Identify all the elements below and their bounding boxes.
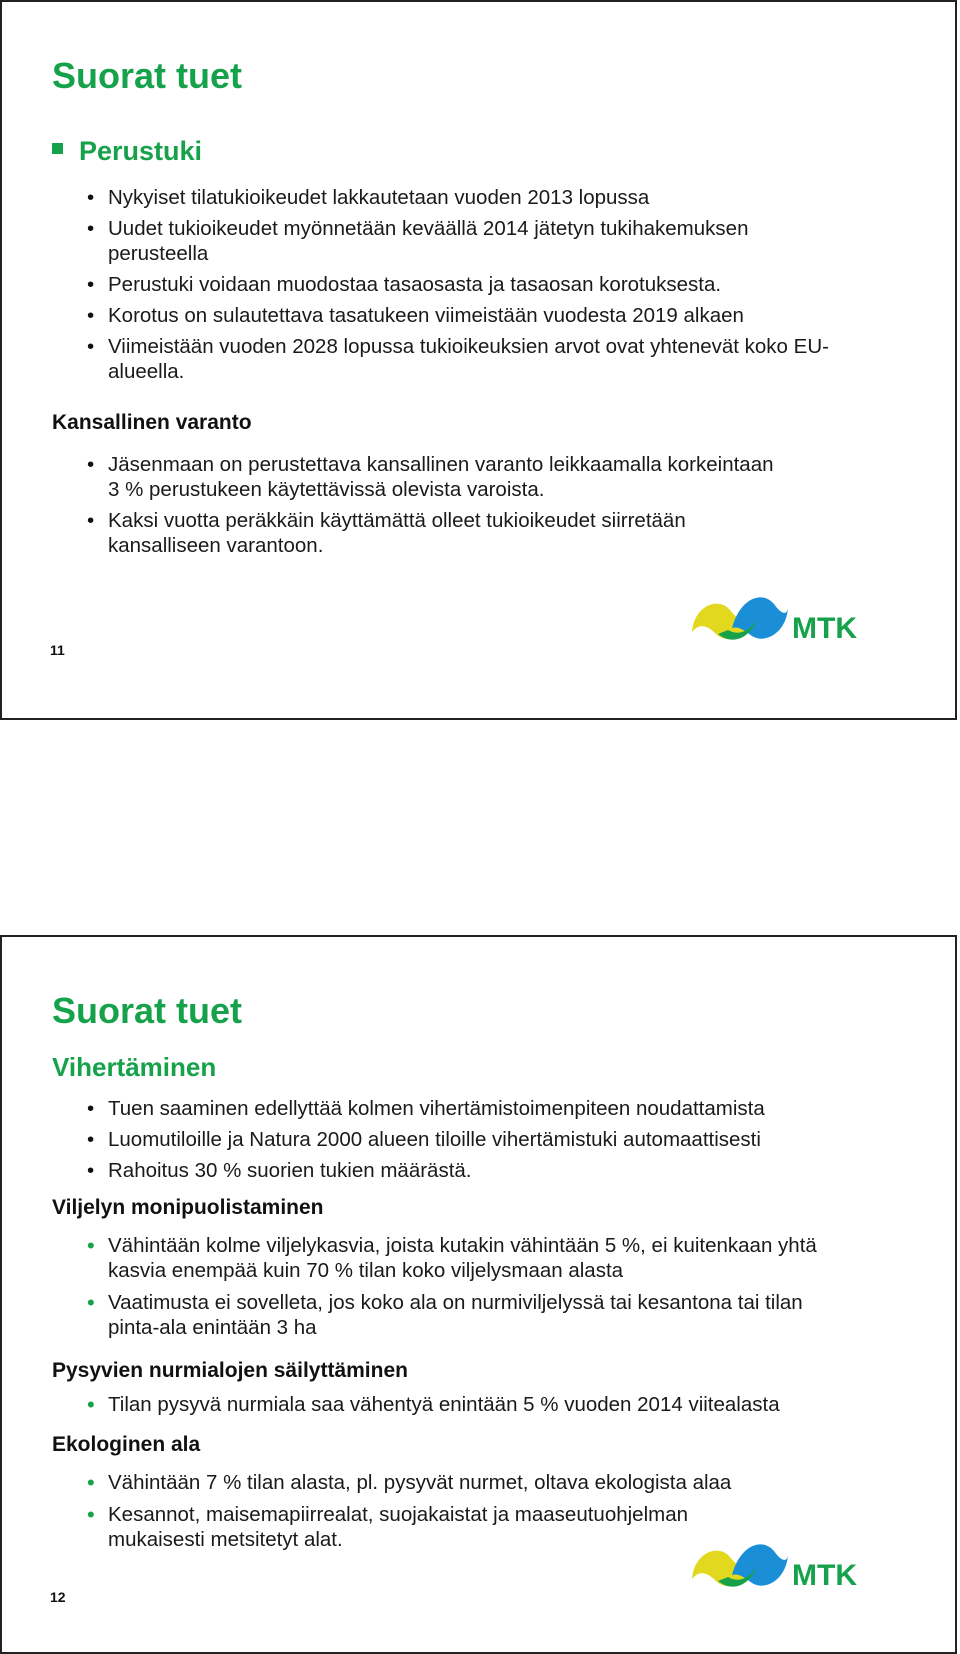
bullet-dot: • xyxy=(87,304,95,327)
bullet-dot: • xyxy=(87,1470,95,1495)
list-item: • Rahoitus 30 % suorien tukien määrästä. xyxy=(87,1159,472,1182)
bullet-dot: • xyxy=(87,1128,95,1151)
slide-12 xyxy=(0,935,957,1654)
bullet-dot: • xyxy=(87,1502,95,1527)
list-item: • Viimeistään vuoden 2028 lopussa tukioikeuksien arvot ovat yhtenevät koko EU-alueella. xyxy=(87,335,829,383)
section-heading: Viljelyn monipuolistaminen xyxy=(52,1196,324,1219)
list-item: • Tuen saaminen edellyttää kolmen vihertämistoimenpiteen noudattamista xyxy=(87,1097,765,1120)
list-item: • Kaksi vuotta peräkkäin käyttämättä olleet tukioikeudet siirretään kansalliseen varantoon. xyxy=(87,509,686,557)
logo-text: MTK xyxy=(792,612,857,645)
ekologinen-ala-list xyxy=(87,1470,787,1559)
section-heading: Ekologinen ala xyxy=(52,1433,201,1456)
list-item: • Korotus on sulautettava tasatukeen viimeistään vuodesta 2019 alkaen xyxy=(87,304,744,327)
bullet-dot: • xyxy=(87,509,95,532)
page-number: 11 xyxy=(50,642,65,658)
slide-subtitle: Vihertäminen xyxy=(52,1052,217,1082)
kansallinen-varanto-list xyxy=(87,452,787,564)
bullet-dot: • xyxy=(87,1392,95,1417)
list-item: • Jäsenmaan on perustettava kansallinen varanto leikkaamalla korkeintaan 3 % perustukeen käytettävissä olevista varoista. xyxy=(87,453,774,501)
bullet-dot: • xyxy=(87,335,95,358)
pysyvat-nurmialat-list xyxy=(87,1392,887,1424)
bullet-dot: • xyxy=(87,1159,95,1182)
square-bullet-icon xyxy=(52,143,63,154)
slide-title: Suorat tuet xyxy=(52,55,243,96)
section-heading: Pysyvien nurmialojen säilyttäminen xyxy=(52,1359,408,1382)
list-item: • Nykyiset tilatukioikeudet lakkautetaan vuoden 2013 lopussa xyxy=(87,186,650,209)
list-item: • Vähintään kolme viljelykasvia, joista kutakin vähintään 5 %, ei kuitenkaan yhtä kasvia enempää kuin 70 % tilan koko viljelysmaan alasta xyxy=(87,1233,817,1282)
list-item: • Kesannot, maisemapiirrealat, suojakaistat ja maaseutuohjelman mukaisesti metsitetyt alat. xyxy=(87,1502,689,1551)
bullet-dot: • xyxy=(87,453,95,476)
bullet-dot: • xyxy=(87,186,95,209)
section-heading: Kansallinen varanto xyxy=(52,411,252,434)
slide-11 xyxy=(0,0,957,720)
list-item: • Vaatimusta ei sovelleta, jos koko ala on nurmiviljelyssä tai kesantona tai tilan pinta-ala enintään 3 ha xyxy=(87,1290,803,1339)
page-number: 12 xyxy=(50,1589,66,1605)
bullet-dot: • xyxy=(87,273,95,296)
bullet-dot: • xyxy=(87,1233,95,1258)
bullet-dot: • xyxy=(87,1290,95,1315)
list-item: • Perustuki voidaan muodostaa tasaosasta ja tasaosan korotuksesta. xyxy=(87,273,722,296)
subtitle-text: Perustuki xyxy=(79,136,203,166)
slide-title: Suorat tuet xyxy=(52,990,243,1031)
viljelyn-monipuolistaminen-list xyxy=(87,1233,857,1347)
bullet-dot: • xyxy=(87,217,95,240)
list-item: • Uudet tukioikeudet myönnetään keväällä 2014 jätetyn tukihakemuksen perusteella xyxy=(87,217,749,265)
perustuki-list xyxy=(87,185,847,390)
mtk-logo xyxy=(688,1535,873,1595)
mtk-logo xyxy=(688,588,873,648)
vihertaminen-list xyxy=(87,1096,887,1189)
logo-text: MTK xyxy=(792,1559,857,1592)
slide-subtitle xyxy=(52,138,202,165)
list-item: • Tilan pysyvä nurmiala saa vähentyä enintään 5 % vuoden 2014 viitealasta xyxy=(87,1392,780,1417)
list-item: • Luomutiloille ja Natura 2000 alueen tiloille vihertämistuki automaattisesti xyxy=(87,1128,761,1151)
bullet-dot: • xyxy=(87,1097,95,1120)
list-item: • Vähintään 7 % tilan alasta, pl. pysyvät nurmet, oltava ekologista alaa xyxy=(87,1470,732,1495)
